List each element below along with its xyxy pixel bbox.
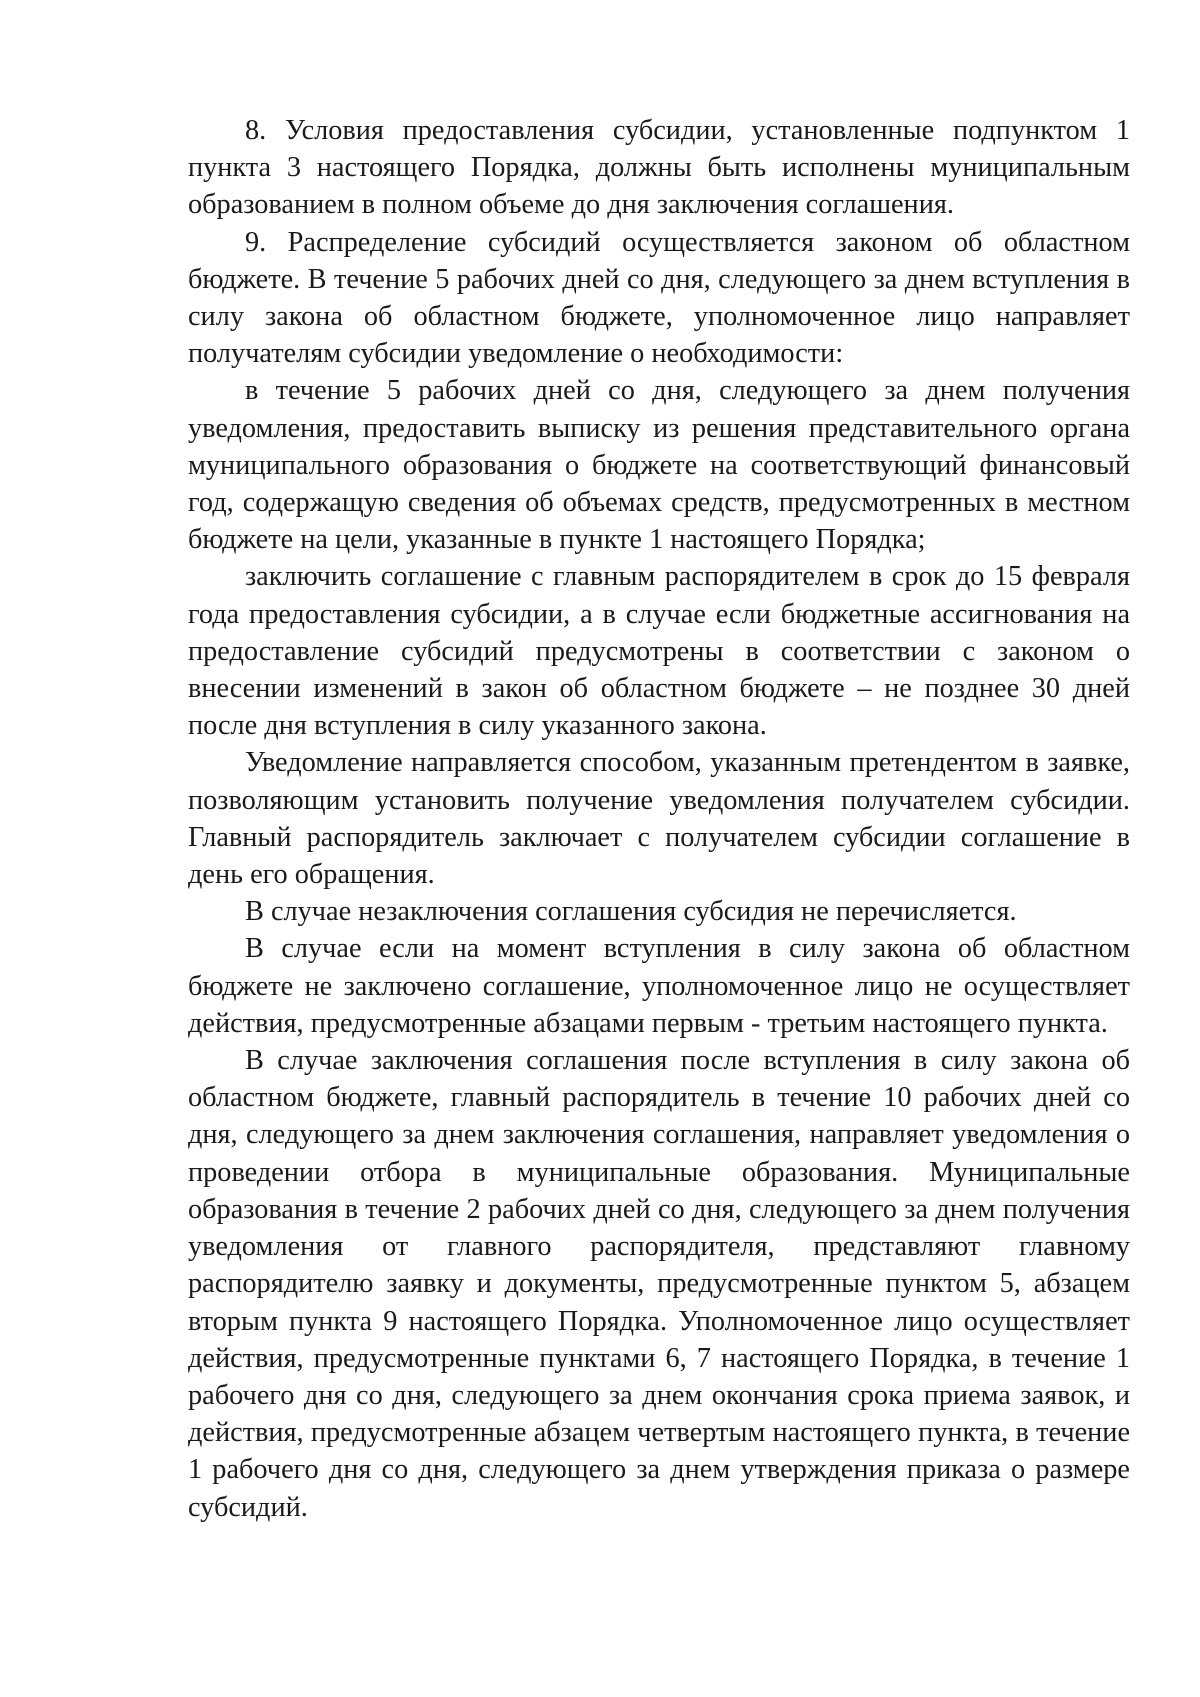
paragraph-after-law: В случае заключения соглашения после вступления в силу закона об областном бюджете, главный распорядитель в течение 10 рабочих дней со дня, следующего за днем заключения соглашения, направляет уведомления о проведении отбора в муниципальные образования. Муниципальные образования в течение 2 рабочих дней со дня, следующего за днем получения уведомления от главного распорядителя, представляют главному распорядителю заявку и документы, предусмотренные пунктом 5, абзацем вторым пункта 9 настоящего Порядка. Уполномоченное лицо осуществляет действия, предусмотренные пунктами 6, 7 настоящего Порядка, в течение 1 рабочего дня со дня, следующего за днем окончания срока приема заявок, и действия, предусмотренные абзацем четвертым настоящего пункта, в течение 1 рабочего дня со дня, следующего за днем утверждения приказа о размере субсидий.: [188, 1045, 1130, 1523]
paragraph-no-agreement: В случае незаключения соглашения субсидия не перечисляется.: [245, 896, 1017, 928]
paragraph-8: 8. Условия предоставления субсидии, установленные подпунктом 1 пункта 3 настоящего Порядка, должны быть исполнены муниципальным образованием в полном объеме до дня заключения соглашения.: [188, 115, 1130, 221]
paragraph-9-item-statement: в течение 5 рабочих дней со дня, следующего за днем получения уведомления, предоставить выписку из решения представительного органа муниципального образования о бюджете на соответствующий финансовый год, содержащую сведения об объемах средств, предусмотренных в местном бюджете на цели, указанные в пункте 1 настоящего Порядка;: [188, 375, 1130, 556]
document-page: [188, 112, 1130, 1526]
paragraph-notification-method: Уведомление направляется способом, указанным претендентом в заявке, позволяющим установить получение уведомления получателем субсидии. Главный распорядитель заключает с получателем субсидии соглашение в день его обращения.: [188, 747, 1130, 891]
paragraph-9: 9. Распределение субсидий осуществляется законом об областном бюджете. В течение 5 рабочих дней со дня, следующего за днем вступления в силу закона об областном бюджете, уполномоченное лицо направляет получателям субсидии уведомление о необходимости:: [188, 226, 1130, 370]
paragraph-not-concluded: В случае если на момент вступления в силу закона об областном бюджете не заключено соглашение, уполномоченное лицо не осуществляет действия, предусмотренные абзацами первым - третьим настоящего пункта.: [188, 933, 1130, 1039]
paragraph-9-item-agreement: заключить соглашение с главным распорядителем в срок до 15 февраля года предоставления субсидии, а в случае если бюджетные ассигнования на предоставление субсидий предусмотрены в соответствии с законом о внесении изменений в закон об областном бюджете – не позднее 30 дней после дня вступления в силу указанного закона.: [188, 561, 1130, 742]
